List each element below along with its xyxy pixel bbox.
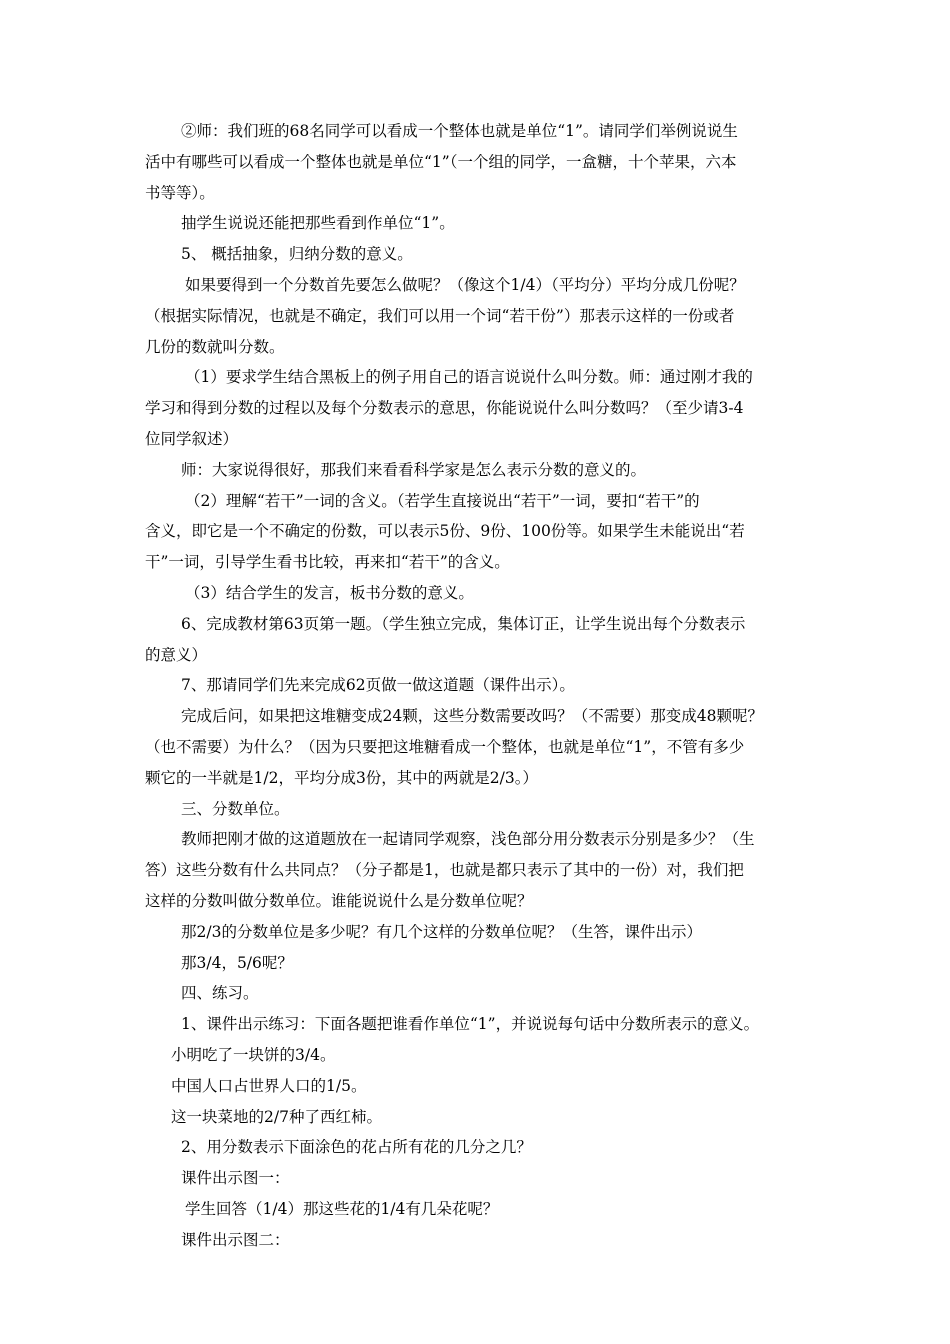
section-heading: 5、 概括抽象，归纳分数的意义。	[181, 245, 413, 264]
section-heading: 三、分数单位。	[181, 799, 290, 818]
paragraph-line: 6、完成教材第63页第一题。（学生独立完成，集体订正，让学生说出每个分数表示	[181, 614, 746, 633]
paragraph-line: 学习和得到分数的过程以及每个分数表示的意思，你能说说什么叫分数吗？（至少请3-4	[145, 399, 744, 418]
exercise-item: 小明吃了一块饼的3/4。	[171, 1045, 336, 1064]
paragraph-line: （2）理解“若干”一词的含义。（若学生直接说出“若干”一词，要扣“若干”的	[185, 491, 700, 510]
paragraph-line: 答）这些分数有什么共同点？（分子都是1，也就是都只表示了其中的一份）对，我们把	[145, 861, 744, 880]
paragraph-line: 抽学生说说还能把那些看到作单位“1”。	[181, 214, 455, 233]
paragraph-line: 干”一词，引导学生看书比较，再来扣“若干”的含义。	[145, 553, 510, 572]
paragraph-line: 7、那请同学们先来完成62页做一做这道题（课件出示）。	[181, 676, 575, 695]
exercise-item: 这一块菜地的2/7种了西红柿。	[171, 1107, 382, 1126]
paragraph-line: 活中有哪些可以看成一个整体也就是单位“1”（一个组的同学，一盒糖，十个苹果，六本	[145, 152, 737, 171]
paragraph-line: 2、用分数表示下面涂色的花占所有花的几分之几？	[181, 1138, 532, 1157]
section-heading: 四、练习。	[181, 984, 259, 1003]
paragraph-line: 颗它的一半就是1/2，平均分成3份，其中的两就是2/3。）	[145, 768, 539, 787]
paragraph-line: ②师：我们班的68名同学可以看成一个整体也就是单位“1”。请同学们举例说说生	[181, 122, 738, 140]
paragraph-line: 几份的数就叫分数。	[145, 337, 285, 356]
paragraph-line: 1、课件出示练习：下面各题把谁看作单位“1”，并说说每句话中分数所表示的意义。	[181, 1015, 760, 1034]
paragraph-line: 那2/3的分数单位是多少呢？有几个这样的分数单位呢？（生答，课件出示）	[181, 922, 702, 941]
paragraph-line: 的意义）	[145, 645, 208, 664]
exercise-item: 中国人口占世界人口的1/5。	[171, 1076, 367, 1095]
document-body	[145, 116, 815, 1255]
paragraph-line: 师：大家说得很好，那我们来看看科学家是怎么表示分数的意义的。	[181, 460, 647, 479]
paragraph-line: 位同学叙述）	[145, 429, 239, 448]
paragraph-line: 这样的分数叫做分数单位。谁能说说什么是分数单位呢？	[145, 891, 533, 910]
paragraph-line: 如果要得到一个分数首先要怎么做呢？（像这个1/4）（平均分）平均分成几份呢？	[185, 275, 745, 294]
paragraph-line: 教师把刚才做的这道题放在一起请同学观察，浅色部分用分数表示分别是多少？（生	[181, 830, 755, 849]
paragraph-line: 那3/4，5/6呢？	[181, 953, 293, 972]
paragraph-line: 书等等）。	[145, 183, 215, 202]
paragraph-line: 完成后问，如果把这堆糖变成24颗，这些分数需要改吗？（不需要）那变成48颗呢？	[181, 707, 763, 726]
paragraph-line: 学生回答（1/4）那这些花的1/4有几朵花呢？	[185, 1199, 499, 1218]
paragraph-line: （也不需要）为什么？（因为只要把这堆糖看成一个整体，也就是单位“1”，不管有多少	[145, 737, 745, 756]
paragraph-line: （3）结合学生的发言，板书分数的意义。	[185, 583, 474, 602]
paragraph-line: （根据实际情况，也就是不确定，我们可以用一个词“若干份”）那表示这样的一份或者	[145, 306, 735, 325]
paragraph-line: 含义，即它是一个不确定的份数，可以表示5份、9份、100份等。如果学生未能说出“若	[145, 522, 745, 541]
paragraph-line: 课件出示图二：	[181, 1230, 290, 1249]
paragraph-line: （1）要求学生结合黑板上的例子用自己的语言说说什么叫分数。师：通过刚才我的	[185, 368, 753, 387]
paragraph-line: 课件出示图一：	[181, 1169, 290, 1188]
